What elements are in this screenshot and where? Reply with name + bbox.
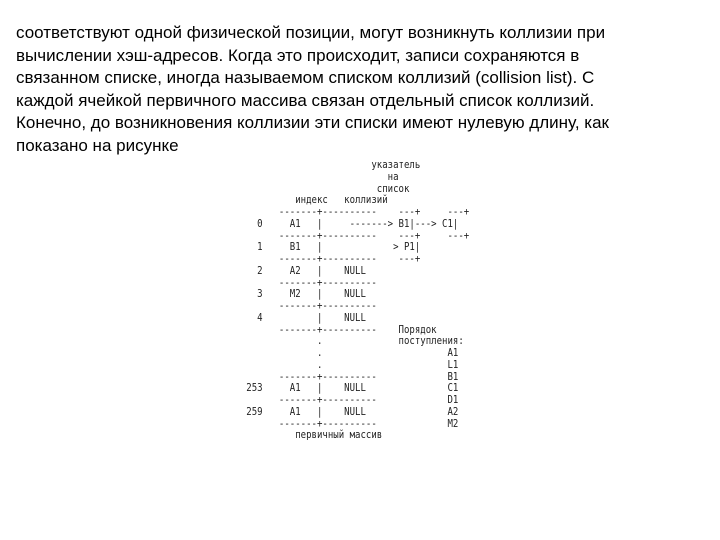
hash-table-figure	[230, 160, 530, 510]
figure-line: 4 | NULL	[230, 311, 366, 324]
figure-line: 253 A1 | NULL C1	[230, 382, 459, 395]
paragraph-line: связанном списке, иногда называемом списком коллизий (collision list). С	[16, 68, 595, 87]
paragraph-line: соответствуют одной физической позиции, могут возникнуть коллизии при	[16, 23, 606, 42]
figure-line: 259 A1 | NULL A2	[230, 405, 459, 418]
figure-line: -------+---------- ---+ ---+	[230, 229, 470, 242]
figure-line: . A1	[230, 347, 459, 359]
figure-line: 1 B1 | > P1|	[230, 241, 421, 254]
figure-line: 3 M2 | NULL	[230, 288, 366, 301]
figure-line: -------+---------- ---+ ---+	[230, 206, 470, 218]
paragraph-line: показано на рисунке	[16, 135, 179, 155]
figure-line: -------+---------- M2	[230, 417, 459, 430]
paragraph-line: вычислении хэш-адресов. Когда это происходит, записи сохраняются в	[16, 45, 580, 65]
figure-line: . L1	[230, 358, 459, 371]
paragraph-line: каждой ячейкой первичного массива связан отдельный список коллизий.	[16, 90, 595, 110]
body-paragraph	[16, 22, 706, 157]
figure-line: -------+----------	[230, 300, 377, 312]
paragraph-line: Конечно, до возникновения коллизии эти списки имеют нулевую длину, как	[16, 113, 609, 132]
figure-line: первичный массив	[230, 429, 383, 442]
figure-line: индекс коллизий	[230, 194, 388, 207]
figure-line: указатель	[230, 159, 421, 171]
figure-diagram	[230, 160, 488, 442]
figure-line: -------+---------- D1	[230, 394, 459, 406]
figure-line: список	[230, 182, 410, 195]
figure-line: 0 A1 | -------> B1|---> C1|	[230, 217, 459, 230]
figure-line: -------+----------	[230, 276, 377, 289]
figure-line: 2 A2 | NULL	[230, 264, 366, 277]
figure-line: -------+---------- Порядок	[230, 323, 437, 336]
figure-line: . поступления:	[230, 335, 464, 348]
figure-line: на	[230, 170, 399, 183]
figure-line: -------+---------- ---+	[230, 253, 421, 265]
figure-line: -------+---------- B1	[230, 370, 459, 383]
